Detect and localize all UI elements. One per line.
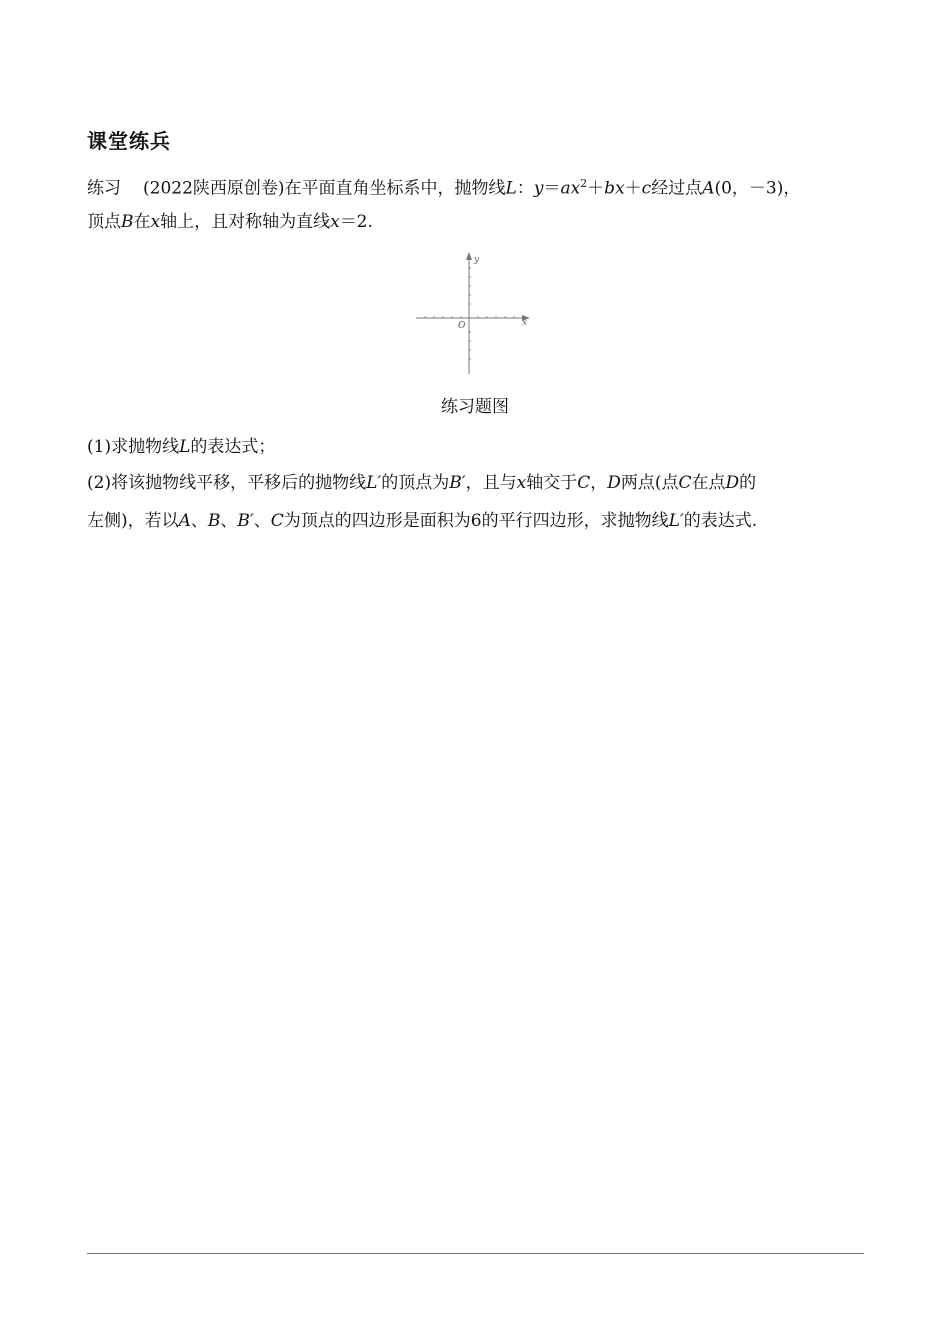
y-axis-arrow (466, 252, 472, 260)
origin-label: O (458, 321, 466, 331)
y-axis-label: y (474, 255, 480, 265)
problem-label: 练习 (87, 178, 121, 199)
part-1: (1)求抛物线L的表达式； (87, 437, 276, 457)
part-2-line-1: (2)将该抛物线平移，平移后的抛物线L′的顶点为B′，且与x轴交于C，D两点(点C在点D的 (87, 473, 757, 493)
figure-caption: 练习题图 (441, 397, 509, 417)
x-axis-label: x (522, 318, 528, 328)
problem-line-1: 练习 (2022陕西原创卷)在平面直角坐标系中，抛物线L：$y=ax^2+bx+c$经过点A(0，－3)， (87, 177, 801, 199)
footer-divider (87, 1253, 864, 1254)
problem-line-2: 顶点B在x轴上，且对称轴为直线x＝2. (87, 212, 373, 232)
problem-source: (2022陕西原创卷) (143, 178, 285, 199)
coordinate-axes-figure (410, 250, 535, 378)
section-heading: 课堂练兵 (87, 129, 171, 153)
part-2-line-2: 左侧)，若以A、B、B′、C为顶点的四边形是面积为6的平行四边形，求抛物线L′的表达式. (87, 511, 758, 531)
